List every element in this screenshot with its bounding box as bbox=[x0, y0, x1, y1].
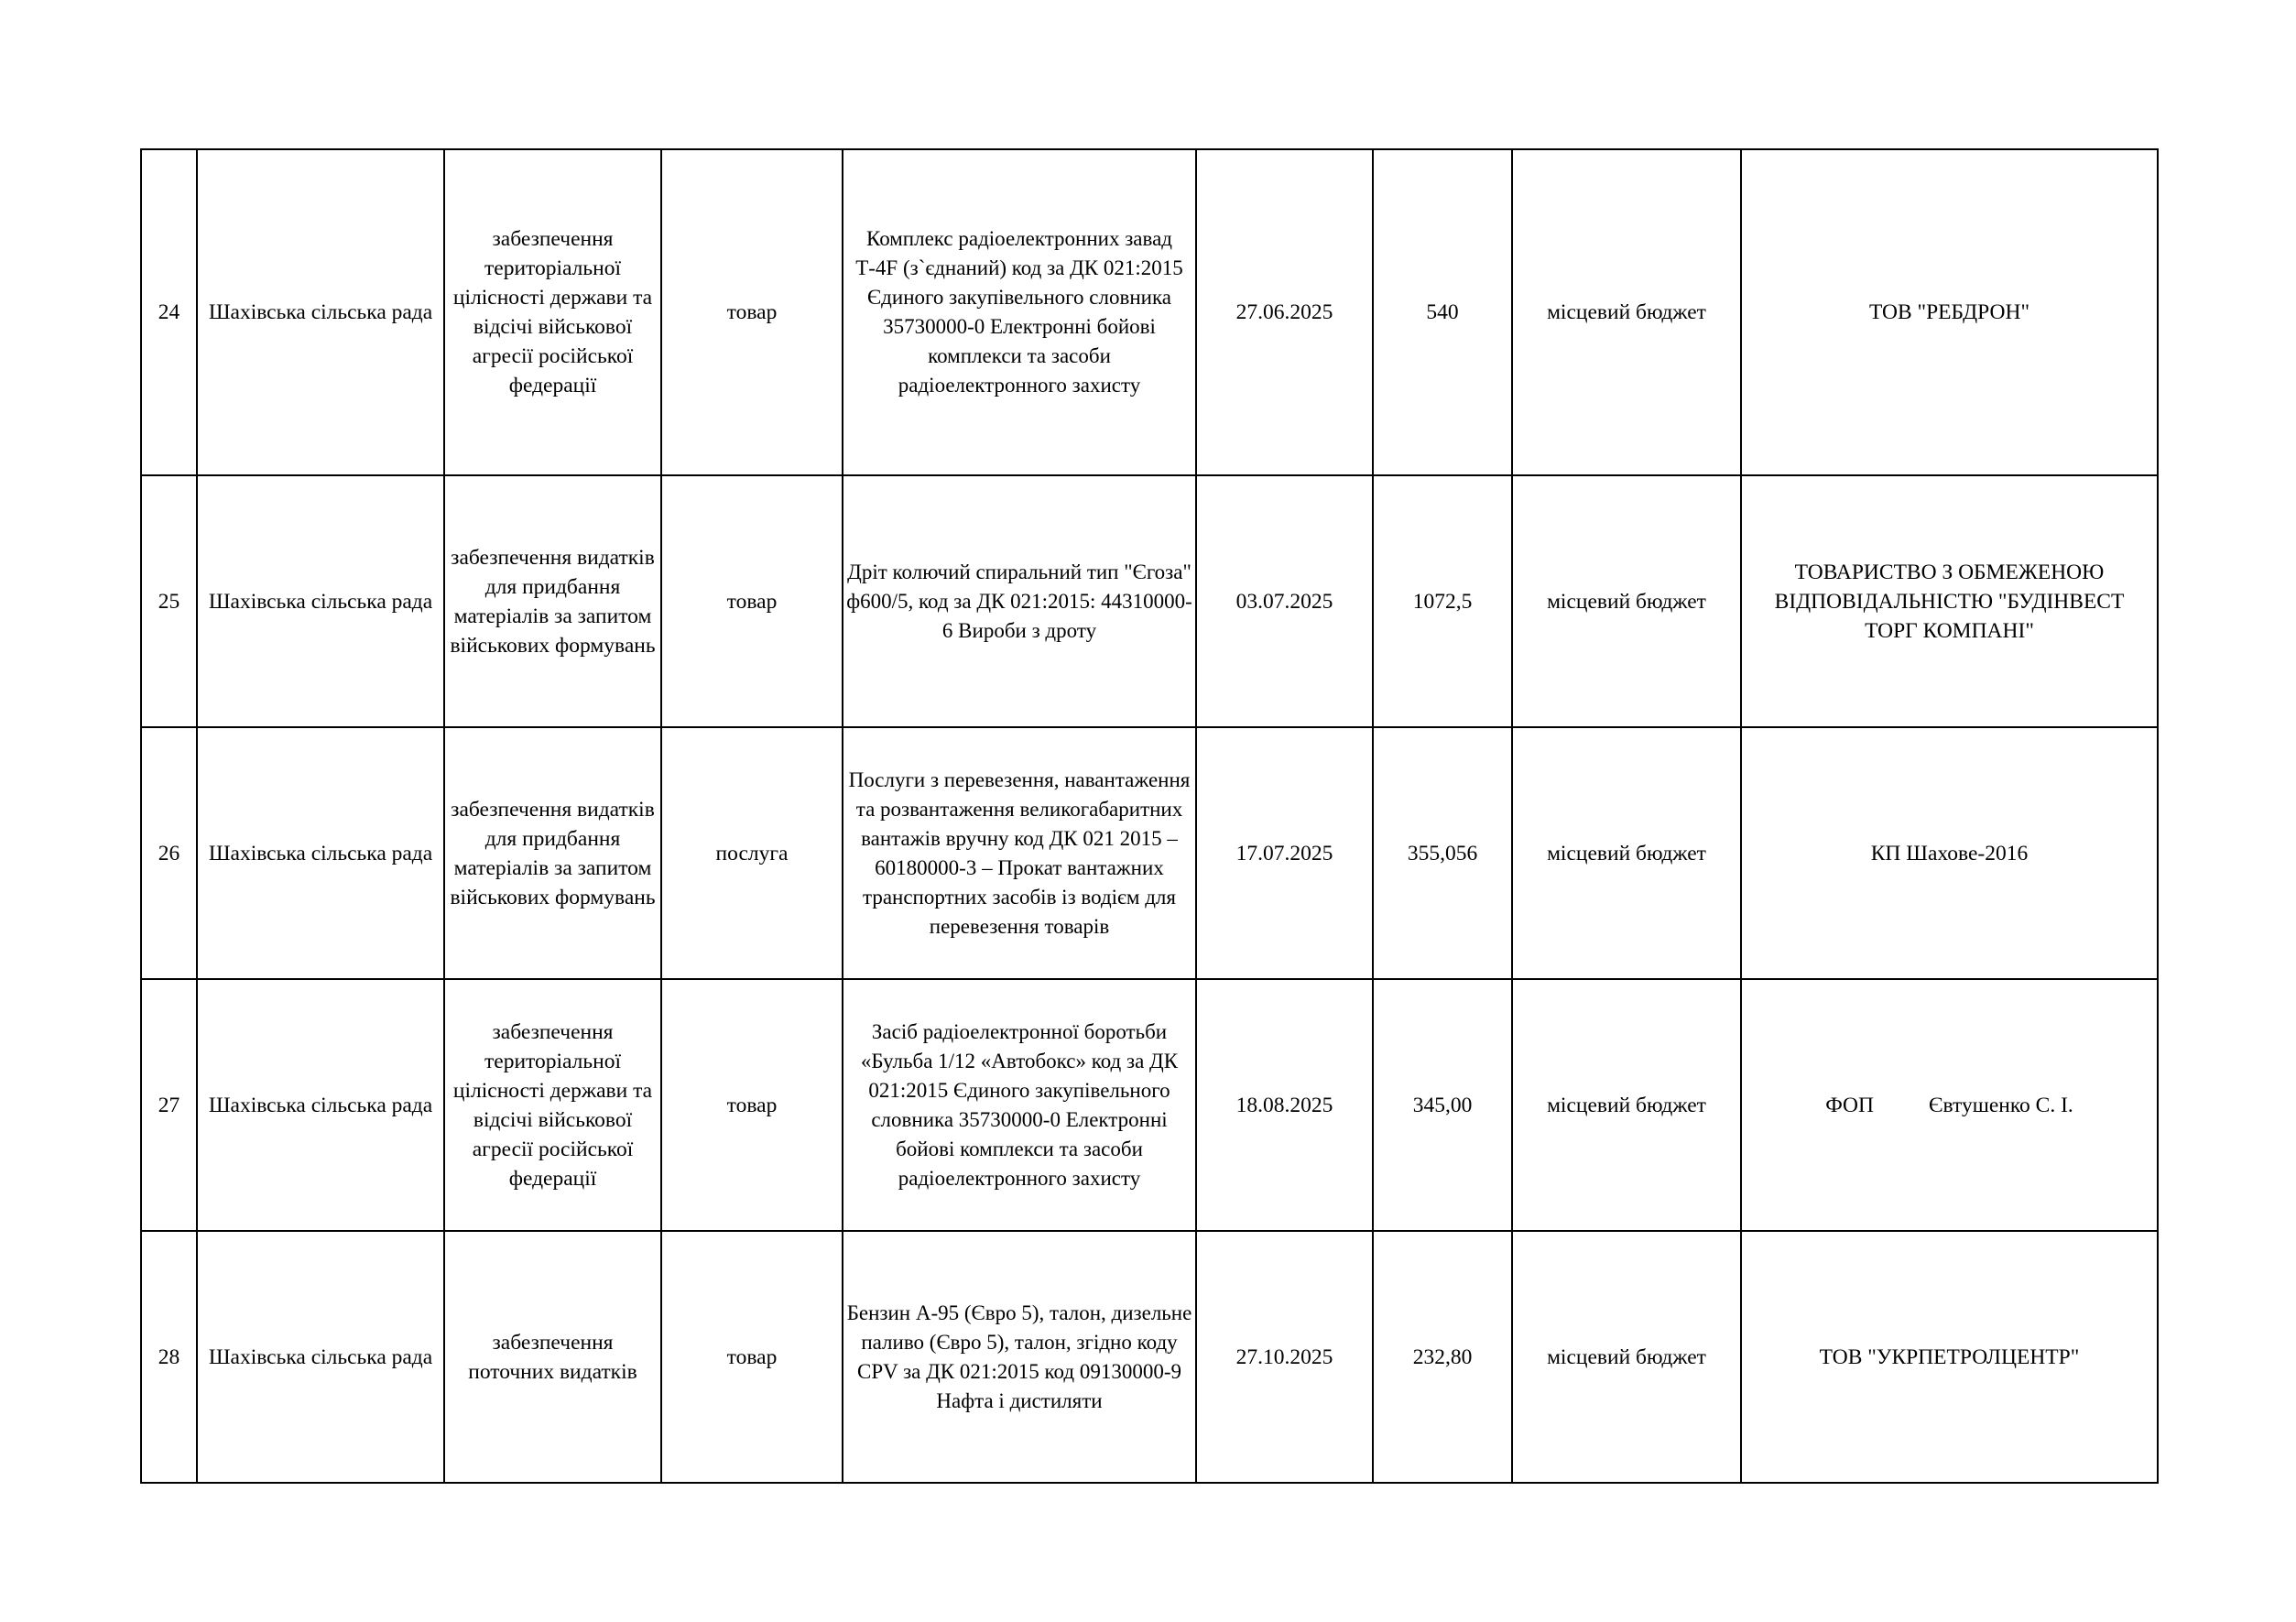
customer-cell: Шахівська сільська рада bbox=[197, 475, 444, 727]
subject-cell: Бензин А-95 (Євро 5), талон, дизельне паливо (Євро 5), талон, згідно коду CPV за ДК 021:2015 код 09130000-9 Нафта і дистиляти bbox=[843, 1231, 1196, 1483]
purpose-cell: забезпечення поточних видатків bbox=[444, 1231, 661, 1483]
table-row bbox=[141, 727, 2158, 979]
date-cell: 27.06.2025 bbox=[1196, 149, 1373, 475]
purpose-cell: забезпечення територіальної цілісності держави та відсічі військової агресії російської федерації bbox=[444, 149, 661, 475]
supplier-cell: ТОВ "РЕБДРОН" bbox=[1741, 149, 2158, 475]
supplier-type: ФОП bbox=[1825, 1093, 1874, 1117]
funding-source-cell: місцевий бюджет bbox=[1512, 979, 1741, 1231]
amount-cell: 1072,5 bbox=[1373, 475, 1512, 727]
table-row bbox=[141, 1231, 2158, 1483]
procurement-type-cell: товар bbox=[661, 149, 843, 475]
customer-cell: Шахівська сільська рада bbox=[197, 979, 444, 1231]
funding-source-cell: місцевий бюджет bbox=[1512, 475, 1741, 727]
amount-cell: 355,056 bbox=[1373, 727, 1512, 979]
subject-cell: Комплекс радіоелектронних завад Т-4F (з`єднаний) код за ДК 021:2015 Єдиного закупівельного словника 35730000-0 Електронні бойові комплекси та засоби радіоелектронного захисту bbox=[843, 149, 1196, 475]
amount-cell: 345,00 bbox=[1373, 979, 1512, 1231]
funding-source-cell: місцевий бюджет bbox=[1512, 727, 1741, 979]
table-row bbox=[141, 979, 2158, 1231]
procurement-type-cell: товар bbox=[661, 475, 843, 727]
purpose-cell: забезпечення територіальної цілісності держави та відсічі військової агресії російської федерації bbox=[444, 979, 661, 1231]
funding-source-cell: місцевий бюджет bbox=[1512, 1231, 1741, 1483]
supplier-name: Євтушенко С. І. bbox=[1928, 1093, 2073, 1117]
amount-cell: 540 bbox=[1373, 149, 1512, 475]
funding-source-cell: місцевий бюджет bbox=[1512, 149, 1741, 475]
customer-cell: Шахівська сільська рада bbox=[197, 1231, 444, 1483]
supplier-cell: ТОВАРИСТВО З ОБМЕЖЕНОЮ ВІДПОВІДАЛЬНІСТЮ "БУДІНВЕСТ ТОРГ КОМПАНІ" bbox=[1741, 475, 2158, 727]
supplier-cell: ТОВ "УКРПЕТРОЛЦЕНТР" bbox=[1741, 1231, 2158, 1483]
customer-cell: Шахівська сільська рада bbox=[197, 149, 444, 475]
row-number: 28 bbox=[141, 1231, 197, 1483]
procurement-type-cell: товар bbox=[661, 1231, 843, 1483]
table-row bbox=[141, 149, 2158, 475]
procurement-type-cell: товар bbox=[661, 979, 843, 1231]
subject-cell: Дріт колючий спиральний тип "Єгоза" ф600/5, код за ДК 021:2015: 44310000-6 Вироби з дроту bbox=[843, 475, 1196, 727]
subject-cell: Послуги з перевезення, навантаження та розвантаження великогабаритних вантажів вручну код ДК 021 2015 – 60180000-3 – Прокат вантажних транспортних засобів із водієм для перевезення товарів bbox=[843, 727, 1196, 979]
supplier-cell bbox=[1741, 979, 2158, 1231]
purpose-cell: забезпечення видатків для придбання матеріалів за запитом військових формувань bbox=[444, 727, 661, 979]
procurement-type-cell: послуга bbox=[661, 727, 843, 979]
date-cell: 27.10.2025 bbox=[1196, 1231, 1373, 1483]
row-number: 25 bbox=[141, 475, 197, 727]
row-number: 24 bbox=[141, 149, 197, 475]
amount-cell: 232,80 bbox=[1373, 1231, 1512, 1483]
procurement-table bbox=[140, 148, 2159, 1484]
date-cell: 18.08.2025 bbox=[1196, 979, 1373, 1231]
supplier-cell: КП Шахове-2016 bbox=[1741, 727, 2158, 979]
row-number: 27 bbox=[141, 979, 197, 1231]
table-row bbox=[141, 475, 2158, 727]
row-number: 26 bbox=[141, 727, 197, 979]
date-cell: 17.07.2025 bbox=[1196, 727, 1373, 979]
subject-cell: Засіб радіоелектронної боротьби «Бульба 1/12 «Автобокс» код за ДК 021:2015 Єдиного закупівельного словника 35730000-0 Електронні бойові комплекси та засоби радіоелектронного захисту bbox=[843, 979, 1196, 1231]
customer-cell: Шахівська сільська рада bbox=[197, 727, 444, 979]
purpose-cell: забезпечення видатків для придбання матеріалів за запитом військових формувань bbox=[444, 475, 661, 727]
date-cell: 03.07.2025 bbox=[1196, 475, 1373, 727]
